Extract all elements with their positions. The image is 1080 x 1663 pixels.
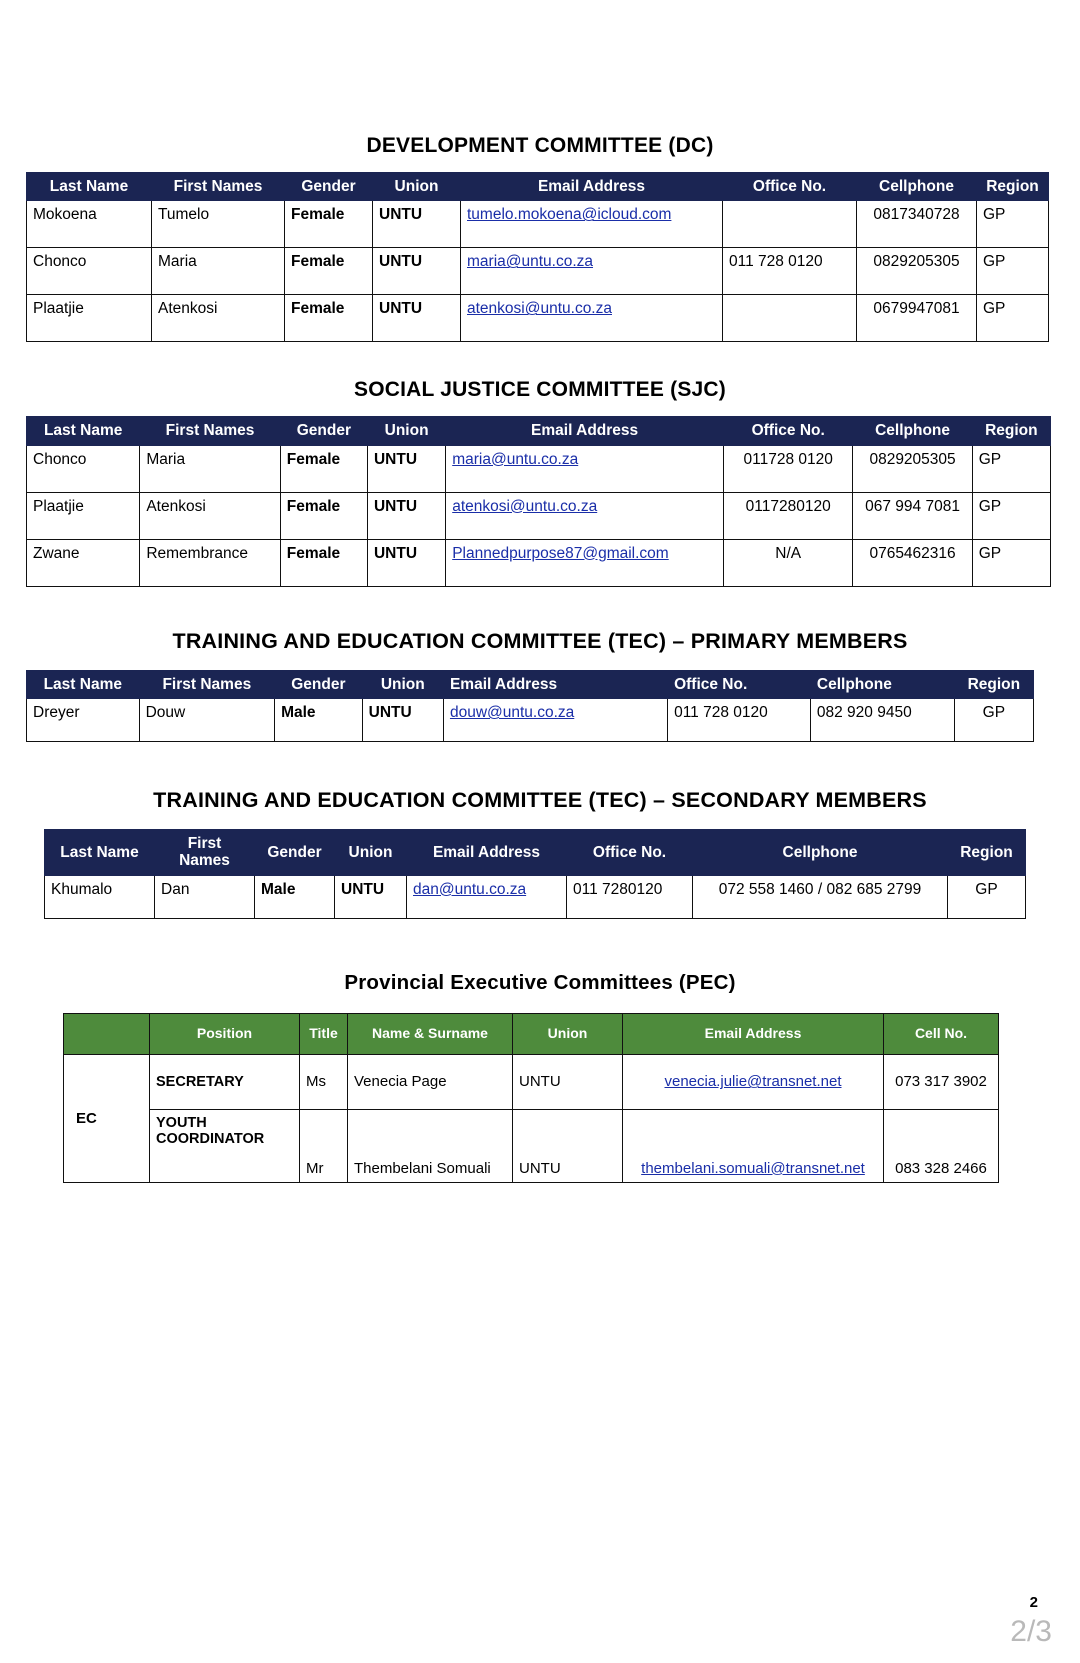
cell-name-surname: Venecia Page — [348, 1054, 513, 1109]
cell-cellphone: 0765462316 — [853, 539, 972, 586]
cell-first-names: Atenkosi — [152, 295, 285, 342]
section-title-tec-secondary: TRAINING AND EDUCATION COMMITTEE (TEC) – SECONDARY MEMBERS — [153, 788, 927, 813]
cell-cellphone: 082 920 9450 — [810, 699, 954, 742]
table-header-row — [27, 173, 1049, 201]
cell-email[interactable] — [461, 248, 723, 295]
cell-cellphone: 0679947081 — [857, 295, 977, 342]
cell-last-name: Chonco — [27, 445, 140, 492]
cell-position: YOUTH COORDINATOR — [150, 1109, 300, 1182]
cell-email[interactable] — [443, 699, 667, 742]
column-header-first-names: First Names — [152, 173, 285, 201]
cell-office-no: 011 7280120 — [567, 875, 693, 918]
cell-region: GP — [954, 699, 1033, 742]
cell-region: GP — [977, 295, 1049, 342]
column-header-name-surname: Name & Surname — [348, 1013, 513, 1054]
table-row — [27, 445, 1051, 492]
cell-office-no: 011 728 0120 — [668, 699, 811, 742]
cell-first-names: Maria — [152, 248, 285, 295]
column-header-province — [64, 1013, 150, 1054]
cell-first-names: Douw — [139, 699, 275, 742]
cell-region: GP — [972, 492, 1050, 539]
cell-first-names: Tumelo — [152, 201, 285, 248]
cell-union: UNTU — [513, 1109, 623, 1182]
cell-office-no — [723, 201, 857, 248]
column-header-union: Union — [335, 830, 407, 876]
cell-title: Ms — [300, 1054, 348, 1109]
cell-union: UNTU — [367, 539, 445, 586]
column-header-first-names: First Names — [139, 670, 275, 698]
column-header-email: Email Address — [407, 830, 567, 876]
column-header-gender: Gender — [275, 670, 363, 698]
table-social-justice-committee — [26, 416, 1051, 586]
cell-position: SECRETARY — [150, 1054, 300, 1109]
column-header-gender: Gender — [280, 417, 367, 445]
column-header-last-name: Last Name — [27, 417, 140, 445]
cell-office-no — [723, 295, 857, 342]
email-link[interactable]: atenkosi@untu.co.za — [467, 300, 612, 318]
table-row — [27, 539, 1051, 586]
column-header-union: Union — [362, 670, 443, 698]
column-header-region: Region — [977, 173, 1049, 201]
cell-last-name: Khumalo — [45, 875, 155, 918]
document-page — [0, 134, 1080, 1663]
email-link[interactable]: thembelani.somuali@transnet.net — [641, 1159, 865, 1177]
cell-first-names: Maria — [140, 445, 280, 492]
cell-last-name: Chonco — [27, 248, 152, 295]
cell-office-no: 011 728 0120 — [723, 248, 857, 295]
cell-union: UNTU — [335, 875, 407, 918]
cell-office-no: 011728 0120 — [724, 445, 853, 492]
cell-email[interactable] — [461, 295, 723, 342]
column-header-office-no: Office No. — [567, 830, 693, 876]
column-header-cellphone: Cellphone — [853, 417, 972, 445]
cell-cellphone: 0829205305 — [853, 445, 972, 492]
table-header-row — [27, 670, 1034, 698]
column-header-cell-no: Cell No. — [884, 1013, 999, 1054]
column-header-title: Title — [300, 1013, 348, 1054]
cell-gender: Female — [285, 248, 373, 295]
cell-union: UNTU — [367, 492, 445, 539]
cell-last-name: Dreyer — [27, 699, 140, 742]
column-header-region: Region — [948, 830, 1026, 876]
email-link[interactable]: tumelo.mokoena@icloud.com — [467, 206, 672, 224]
email-link[interactable]: dan@untu.co.za — [413, 880, 527, 898]
cell-gender: Female — [280, 492, 367, 539]
cell-union: UNTU — [373, 201, 461, 248]
table-row — [45, 875, 1026, 918]
cell-first-names: Dan — [155, 875, 255, 918]
section-title-sjc: SOCIAL JUSTICE COMMITTEE (SJC) — [354, 378, 726, 402]
cell-gender: Female — [285, 201, 373, 248]
cell-union: UNTU — [362, 699, 443, 742]
cell-email[interactable] — [623, 1054, 884, 1109]
cell-title: Mr — [300, 1109, 348, 1182]
column-header-office-no: Office No. — [724, 417, 853, 445]
cell-cell-no: 073 317 3902 — [884, 1054, 999, 1109]
cell-email[interactable] — [446, 445, 724, 492]
column-header-office-no: Office No. — [723, 173, 857, 201]
table-row — [27, 201, 1049, 248]
cell-email[interactable] — [623, 1109, 884, 1182]
column-header-cellphone: Cellphone — [693, 830, 948, 876]
column-header-region: Region — [972, 417, 1050, 445]
table-row — [27, 295, 1049, 342]
cell-office-no: N/A — [724, 539, 853, 586]
cell-region: GP — [977, 248, 1049, 295]
cell-region: GP — [972, 539, 1050, 586]
cell-cellphone: 0817340728 — [857, 201, 977, 248]
table-header-row — [64, 1013, 999, 1054]
cell-cellphone: 072 558 1460 / 082 685 2799 — [693, 875, 948, 918]
section-title-pec: Provincial Executive Committees (PEC) — [344, 970, 736, 994]
cell-email[interactable] — [407, 875, 567, 918]
column-header-cellphone: Cellphone — [810, 670, 954, 698]
cell-union: UNTU — [367, 445, 445, 492]
table-row — [64, 1054, 999, 1109]
column-header-cellphone: Cellphone — [857, 173, 977, 201]
cell-gender: Male — [275, 699, 363, 742]
cell-name-surname: Thembelani Somuali — [348, 1109, 513, 1182]
column-header-last-name: Last Name — [45, 830, 155, 876]
column-header-position: Position — [150, 1013, 300, 1054]
email-link[interactable]: Plannedpurpose87@gmail.com — [452, 544, 669, 562]
page-number: 2 — [1029, 1594, 1038, 1611]
email-link[interactable]: douw@untu.co.za — [449, 704, 575, 722]
column-header-email: Email Address — [623, 1013, 884, 1054]
email-link[interactable]: atenkosi@untu.co.za — [452, 497, 598, 515]
column-header-email: Email Address — [461, 173, 723, 201]
column-header-gender: Gender — [285, 173, 373, 201]
table-provincial-executive-committees — [63, 1013, 999, 1183]
page-indicator: 2/3 — [1010, 1615, 1052, 1648]
column-header-first-names: First Names — [140, 417, 280, 445]
email-link[interactable]: maria@untu.co.za — [467, 253, 594, 271]
cell-cellphone: 067 994 7081 — [853, 492, 972, 539]
table-tec-primary-members — [26, 670, 1034, 742]
section-title-dc: DEVELOPMENT COMMITTEE (DC) — [366, 134, 714, 157]
cell-last-name: Plaatjie — [27, 492, 140, 539]
cell-office-no: 0117280120 — [724, 492, 853, 539]
column-header-office-no: Office No. — [668, 670, 811, 698]
cell-gender: Female — [285, 295, 373, 342]
cell-union: UNTU — [513, 1054, 623, 1109]
column-header-region: Region — [954, 670, 1033, 698]
cell-last-name: Zwane — [27, 539, 140, 586]
table-row — [27, 699, 1034, 742]
table-row — [27, 492, 1051, 539]
table-row — [27, 248, 1049, 295]
cell-region: GP — [972, 445, 1050, 492]
cell-first-names: Remembrance — [140, 539, 280, 586]
column-header-email: Email Address — [443, 670, 667, 698]
column-header-union: Union — [367, 417, 445, 445]
table-development-committee — [26, 172, 1049, 342]
cell-union: UNTU — [373, 295, 461, 342]
cell-email[interactable] — [461, 201, 723, 248]
cell-gender: Female — [280, 445, 367, 492]
column-header-first-names: First Names — [155, 830, 255, 876]
column-header-last-name: Last Name — [27, 173, 152, 201]
column-header-email: Email Address — [446, 417, 724, 445]
table-tec-secondary-members — [44, 829, 1026, 919]
cell-cell-no: 083 328 2466 — [884, 1109, 999, 1182]
section-title-tec-primary: TRAINING AND EDUCATION COMMITTEE (TEC) – PRIMARY MEMBERS — [172, 628, 908, 653]
table-row — [64, 1109, 999, 1182]
cell-gender: Female — [280, 539, 367, 586]
cell-union: UNTU — [373, 248, 461, 295]
cell-region: GP — [948, 875, 1026, 918]
column-header-union: Union — [513, 1013, 623, 1054]
cell-region: GP — [977, 201, 1049, 248]
column-header-union: Union — [373, 173, 461, 201]
table-header-row — [27, 417, 1051, 445]
column-header-gender: Gender — [255, 830, 335, 876]
column-header-last-name: Last Name — [27, 670, 140, 698]
cell-gender: Male — [255, 875, 335, 918]
cell-province: EC — [64, 1054, 150, 1182]
cell-cellphone: 0829205305 — [857, 248, 977, 295]
cell-last-name: Mokoena — [27, 201, 152, 248]
cell-first-names: Atenkosi — [140, 492, 280, 539]
email-link[interactable]: venecia.julie@transnet.net — [664, 1073, 842, 1091]
table-header-row — [45, 830, 1026, 876]
cell-last-name: Plaatjie — [27, 295, 152, 342]
cell-email[interactable] — [446, 492, 724, 539]
email-link[interactable]: maria@untu.co.za — [452, 450, 579, 468]
cell-email[interactable] — [446, 539, 724, 586]
